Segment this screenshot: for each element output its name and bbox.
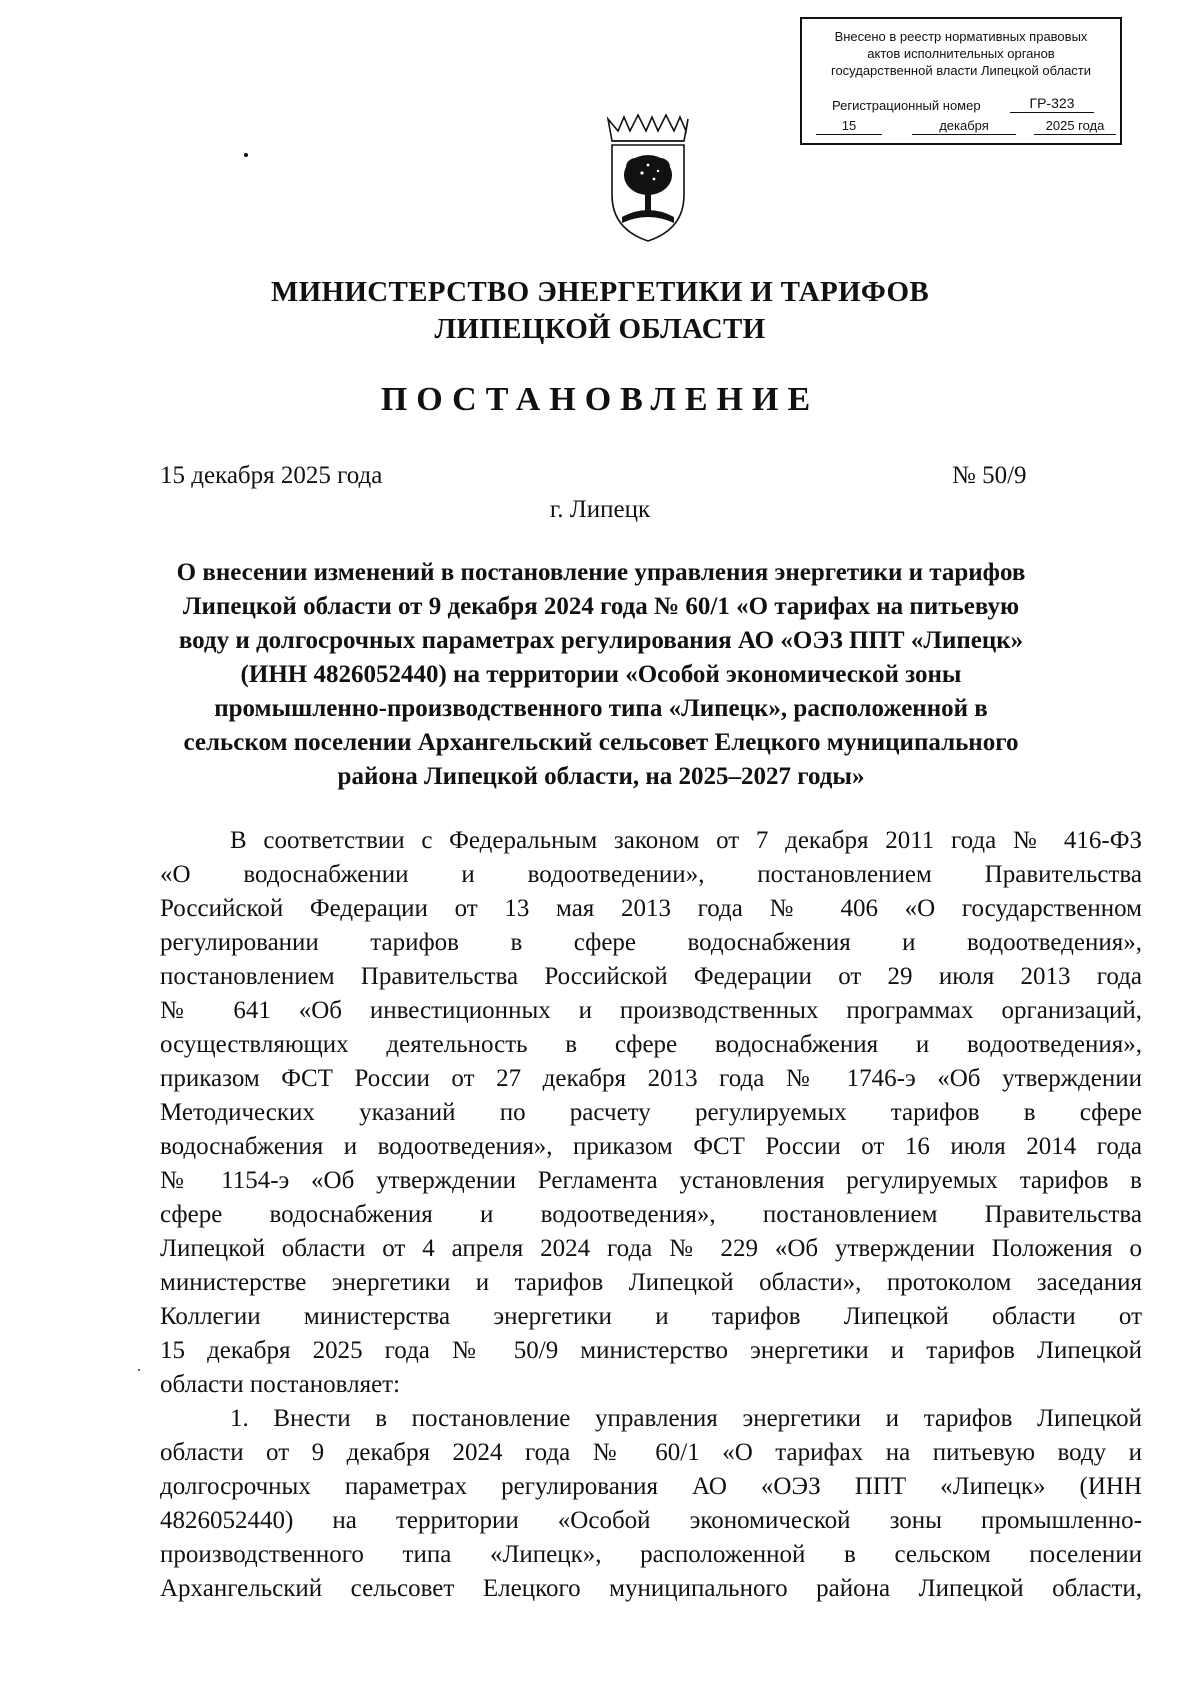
scan-speck (138, 1369, 140, 1371)
ministry-name-line-2: ЛИПЕЦКОЙ ОБЛАСТИ (434, 313, 766, 345)
paragraph-line: регулировании тарифов в сфере водоснабжения и водоотведения», (160, 929, 1142, 956)
paragraph-line: долгосрочных параметрах регулирования АО «ОЭЗ ППТ «Липецк» (ИНН (160, 1473, 1142, 1500)
registration-stamp (800, 17, 1122, 145)
paragraph-line: 1. Внести в постановление управления энергетики и тарифов Липецкой (230, 1405, 1142, 1432)
paragraph-line: В соответствии с Федеральным законом от 7 декабря 2011 года № 416-ФЗ (230, 827, 1142, 854)
paragraph-line: приказом ФСТ России от 27 декабря 2013 года № 1746-э «Об утверждении (160, 1065, 1142, 1092)
title-line: Липецкой области от 9 декабря 2024 года № 60/1 «О тарифах на питьевую (182, 593, 1020, 620)
paragraph-line: сфере водоснабжения и водоотведения», постановлением Правительства (160, 1201, 1142, 1228)
paragraph-line: Российской Федерации от 13 мая 2013 года № 406 «О государственном (160, 895, 1142, 922)
stamp-month: декабря (912, 117, 1016, 135)
paragraph-line: «О водоснабжении и водоотведении», постановлением Правительства (160, 861, 1142, 888)
paragraph-line: 15 декабря 2025 года № 50/9 министерство энергетики и тарифов Липецкой (160, 1337, 1142, 1364)
document-number: № 50/9 (952, 462, 1027, 489)
stamp-line-2: актов исполнительных органов (867, 46, 1055, 61)
paragraph-line: осуществляющих деятельность в сфере водоснабжения и водоотведения», (160, 1031, 1142, 1058)
title-line: промышленно-производственного типа «Липецк», расположенной в (214, 695, 988, 722)
stamp-reg-label: Регистрационный номер (832, 98, 981, 113)
title-line: (ИНН 4826052440) на территории «Особой экономической зоны (240, 661, 962, 688)
document-type: ПОСТАНОВЛЕНИЕ (380, 381, 820, 418)
paragraph-line: министерстве энергетики и тарифов Липецкой области», протоколом заседания (160, 1269, 1142, 1296)
title-line: О внесении изменений в постановление управления энергетики и тарифов (176, 559, 1026, 586)
paragraph-line: Архангельский сельсовет Елецкого муниципального района Липецкой области, (160, 1575, 1142, 1602)
paragraph-line: Коллегии министерства энергетики и тарифов Липецкой области от (160, 1303, 1142, 1330)
paragraph-line: водоснабжения и водоотведения», приказом ФСТ России от 16 июля 2014 года (160, 1133, 1142, 1160)
document-title (140, 556, 1062, 794)
scan-speck (244, 153, 248, 157)
document-city: г. Липецк (549, 496, 651, 523)
stamp-line-1: Внесено в реестр нормативных правовых (834, 29, 1088, 44)
title-line: района Липецкой области, на 2025–2027 годы» (337, 763, 865, 790)
title-line: сельском поселении Архангельский сельсовет Елецкого муниципального (183, 729, 1019, 756)
preamble-paragraph (160, 824, 1142, 1402)
paragraph-line: Липецкой области от 4 апреля 2024 года № 229 «Об утверждении Положения о (160, 1235, 1142, 1262)
paragraph-line: 4826052440) на территории «Особой экономической зоны промышленно- (160, 1507, 1142, 1534)
paragraph-line: № 1154-э «Об утверждении Регламента установления регулируемых тарифов в (160, 1167, 1142, 1194)
clause-1-paragraph (160, 1402, 1142, 1606)
paragraph-line: Методических указаний по расчету регулируемых тарифов в сфере (160, 1099, 1142, 1126)
ministry-name-line-1: МИНИСТЕРСТВО ЭНЕРГЕТИКИ И ТАРИФОВ (271, 276, 929, 308)
document-date: 15 декабря 2025 года (160, 462, 383, 489)
paragraph-line: области постановляет: (160, 1371, 401, 1398)
stamp-line-3: государственной власти Липецкой области (830, 63, 1092, 78)
title-line: воду и долгосрочных параметрах регулирования АО «ОЭЗ ППТ «Липецк» (178, 627, 1024, 654)
stamp-day: 15 (816, 117, 882, 135)
paragraph-line: области от 9 декабря 2024 года № 60/1 «О тарифах на питьевую воду и (160, 1439, 1142, 1466)
stamp-year: 2025 года (1034, 117, 1116, 135)
coat-of-arms-icon (602, 113, 694, 243)
stamp-reg-number: ГР-323 (1010, 95, 1094, 113)
paragraph-line: производственного типа «Липецк», расположенной в сельском поселении (160, 1541, 1142, 1568)
paragraph-line: № 641 «Об инвестиционных и производственных программах организаций, (160, 997, 1142, 1024)
paragraph-line: постановлением Правительства Российской Федерации от 29 июля 2013 года (160, 963, 1142, 990)
